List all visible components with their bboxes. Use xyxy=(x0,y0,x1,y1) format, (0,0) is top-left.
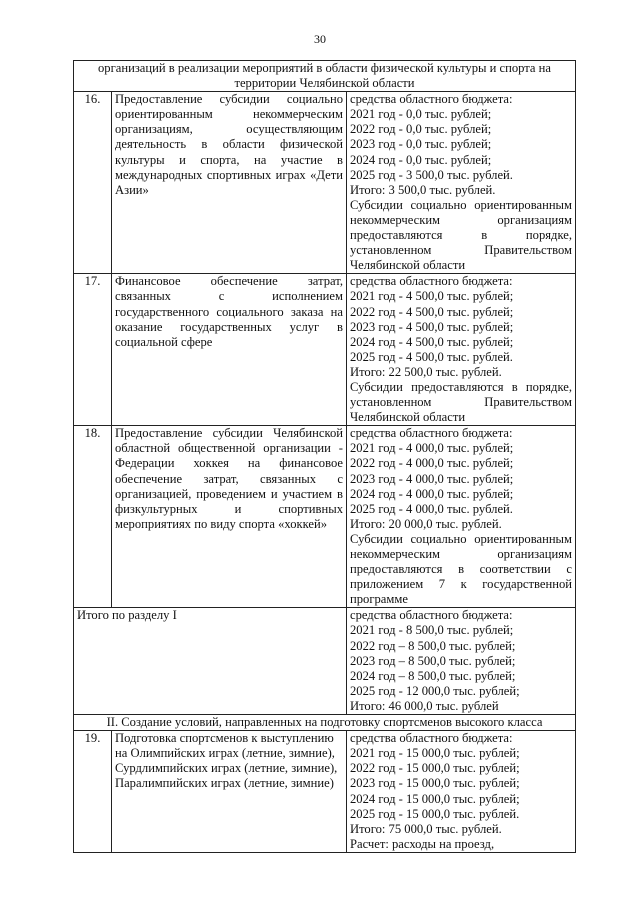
funding-line: 2024 год - 4 500,0 тыс. рублей; xyxy=(350,334,514,349)
activity-name: Предоставление субсидии социально ориентированным некоммерческим организациям, осуществляющим деятельность в области физической культуры и спорта, на участие в международных спортивных играх «Дети Азии» xyxy=(112,92,347,274)
funding-line: 2025 год - 3 500,0 тыс. рублей. xyxy=(350,167,513,182)
funding-line: 2023 год - 4 500,0 тыс. рублей; xyxy=(350,319,514,334)
funding-cell xyxy=(347,92,576,274)
funding-total: Итого: 3 500,0 тыс. рублей. xyxy=(350,182,496,197)
funding-line: средства областного бюджета: xyxy=(350,426,513,441)
section-2-header: II. Создание условий, направленных на подготовку спортсменов высокого класса xyxy=(74,715,576,731)
row-number: 16. xyxy=(74,92,112,274)
activity-name: Подготовка спортсменов к выступлению на Олимпийских играх (летние, зимние), Сурдлимпийских играх (летние, зимние), Паралимпийских играх (летние, зимние) xyxy=(112,731,347,853)
funding-total: Итого: 46 000,0 тыс. рублей xyxy=(350,698,499,713)
funding-line: 2021 год - 15 000,0 тыс. рублей; xyxy=(350,746,520,761)
funding-line: 2025 год - 15 000,0 тыс. рублей. xyxy=(350,806,520,821)
row-number: 17. xyxy=(74,274,112,426)
activity-name: Предоставление субсидии Челябинской областной общественной организации - Федерации хоккея на финансовое обеспечение затрат, связанных с организацией, проведением и участием в физкультурных и спортивных мероприятиях по виду спорта «хоккей» xyxy=(112,426,347,608)
funding-line: 2023 год – 8 500,0 тыс. рублей; xyxy=(350,653,516,668)
funding-total: Итого: 75 000,0 тыс. рублей. xyxy=(350,821,502,836)
funding-line: средства областного бюджета: xyxy=(350,731,513,746)
funding-line: 2023 год - 4 000,0 тыс. рублей; xyxy=(350,471,514,486)
funding-line: 2024 год – 8 500,0 тыс. рублей; xyxy=(350,668,516,683)
funding-note: Субсидии социально ориентированным некоммерческим организациям предоставляются в соответствии с приложением 7 к государственной программе xyxy=(350,531,572,607)
program-activities-table xyxy=(73,60,576,853)
continuation-header-row xyxy=(74,61,576,92)
funding-line: 2024 год - 4 000,0 тыс. рублей; xyxy=(350,486,514,501)
funding-cell xyxy=(347,274,576,426)
table-row-16 xyxy=(74,92,576,274)
funding-line: 2021 год - 4 500,0 тыс. рублей; xyxy=(350,289,514,304)
table-row-19 xyxy=(74,731,576,853)
funding-line: 2022 год - 0,0 тыс. рублей; xyxy=(350,122,492,137)
funding-line: 2021 год - 8 500,0 тыс. рублей; xyxy=(350,623,514,638)
funding-line: 2022 год – 8 500,0 тыс. рублей; xyxy=(350,638,516,653)
table-row-17 xyxy=(74,274,576,426)
funding-line: средства областного бюджета: xyxy=(350,274,513,289)
funding-line: 2021 год - 0,0 тыс. рублей; xyxy=(350,107,492,122)
funding-line: 2022 год - 4 500,0 тыс. рублей; xyxy=(350,304,514,319)
funding-cell xyxy=(347,731,576,853)
funding-note: Субсидии социально ориентированным некоммерческим организациям предоставляются в порядке, установленном Правительством Челябинской области xyxy=(350,197,572,273)
funding-line: 2022 год - 4 000,0 тыс. рублей; xyxy=(350,456,514,471)
funding-line: средства областного бюджета: xyxy=(350,92,513,107)
funding-line: 2023 год - 15 000,0 тыс. рублей; xyxy=(350,776,520,791)
row-number: 18. xyxy=(74,426,112,608)
funding-line: 2024 год - 0,0 тыс. рублей; xyxy=(350,152,492,167)
funding-line: 2025 год - 12 000,0 тыс. рублей; xyxy=(350,683,520,698)
funding-note: Расчет: расходы на проезд, xyxy=(350,836,495,851)
funding-line: средства областного бюджета: xyxy=(350,608,513,623)
activity-name: Финансовое обеспечение затрат, связанных с исполнением государственного социального заказа на оказание государственных услуг в социальной сфере xyxy=(112,274,347,426)
funding-line: 2023 год - 0,0 тыс. рублей; xyxy=(350,137,492,152)
funding-line: 2024 год - 15 000,0 тыс. рублей; xyxy=(350,791,520,806)
page-number: 30 xyxy=(314,32,326,46)
table-row-18 xyxy=(74,426,576,608)
funding-cell xyxy=(347,426,576,608)
row-number: 19. xyxy=(74,731,112,853)
section-2-header-row xyxy=(74,715,576,731)
funding-line: 2021 год - 4 000,0 тыс. рублей; xyxy=(350,441,514,456)
funding-line: 2025 год - 4 000,0 тыс. рублей. xyxy=(350,501,513,516)
funding-total: Итого: 22 500,0 тыс. рублей. xyxy=(350,364,502,379)
funding-line: 2022 год - 15 000,0 тыс. рублей; xyxy=(350,761,520,776)
funding-cell xyxy=(347,608,576,715)
funding-line: 2025 год - 4 500,0 тыс. рублей. xyxy=(350,349,513,364)
funding-note: Субсидии предоставляются в порядке, установленном Правительством Челябинской области xyxy=(350,379,572,425)
section-total-label: Итого по разделу I xyxy=(74,608,347,715)
funding-total: Итого: 20 000,0 тыс. рублей. xyxy=(350,516,502,531)
continuation-header-cell: организаций в реализации мероприятий в области физической культуры и спорта на территории Челябинской области xyxy=(74,61,576,92)
section-total-row xyxy=(74,608,576,715)
